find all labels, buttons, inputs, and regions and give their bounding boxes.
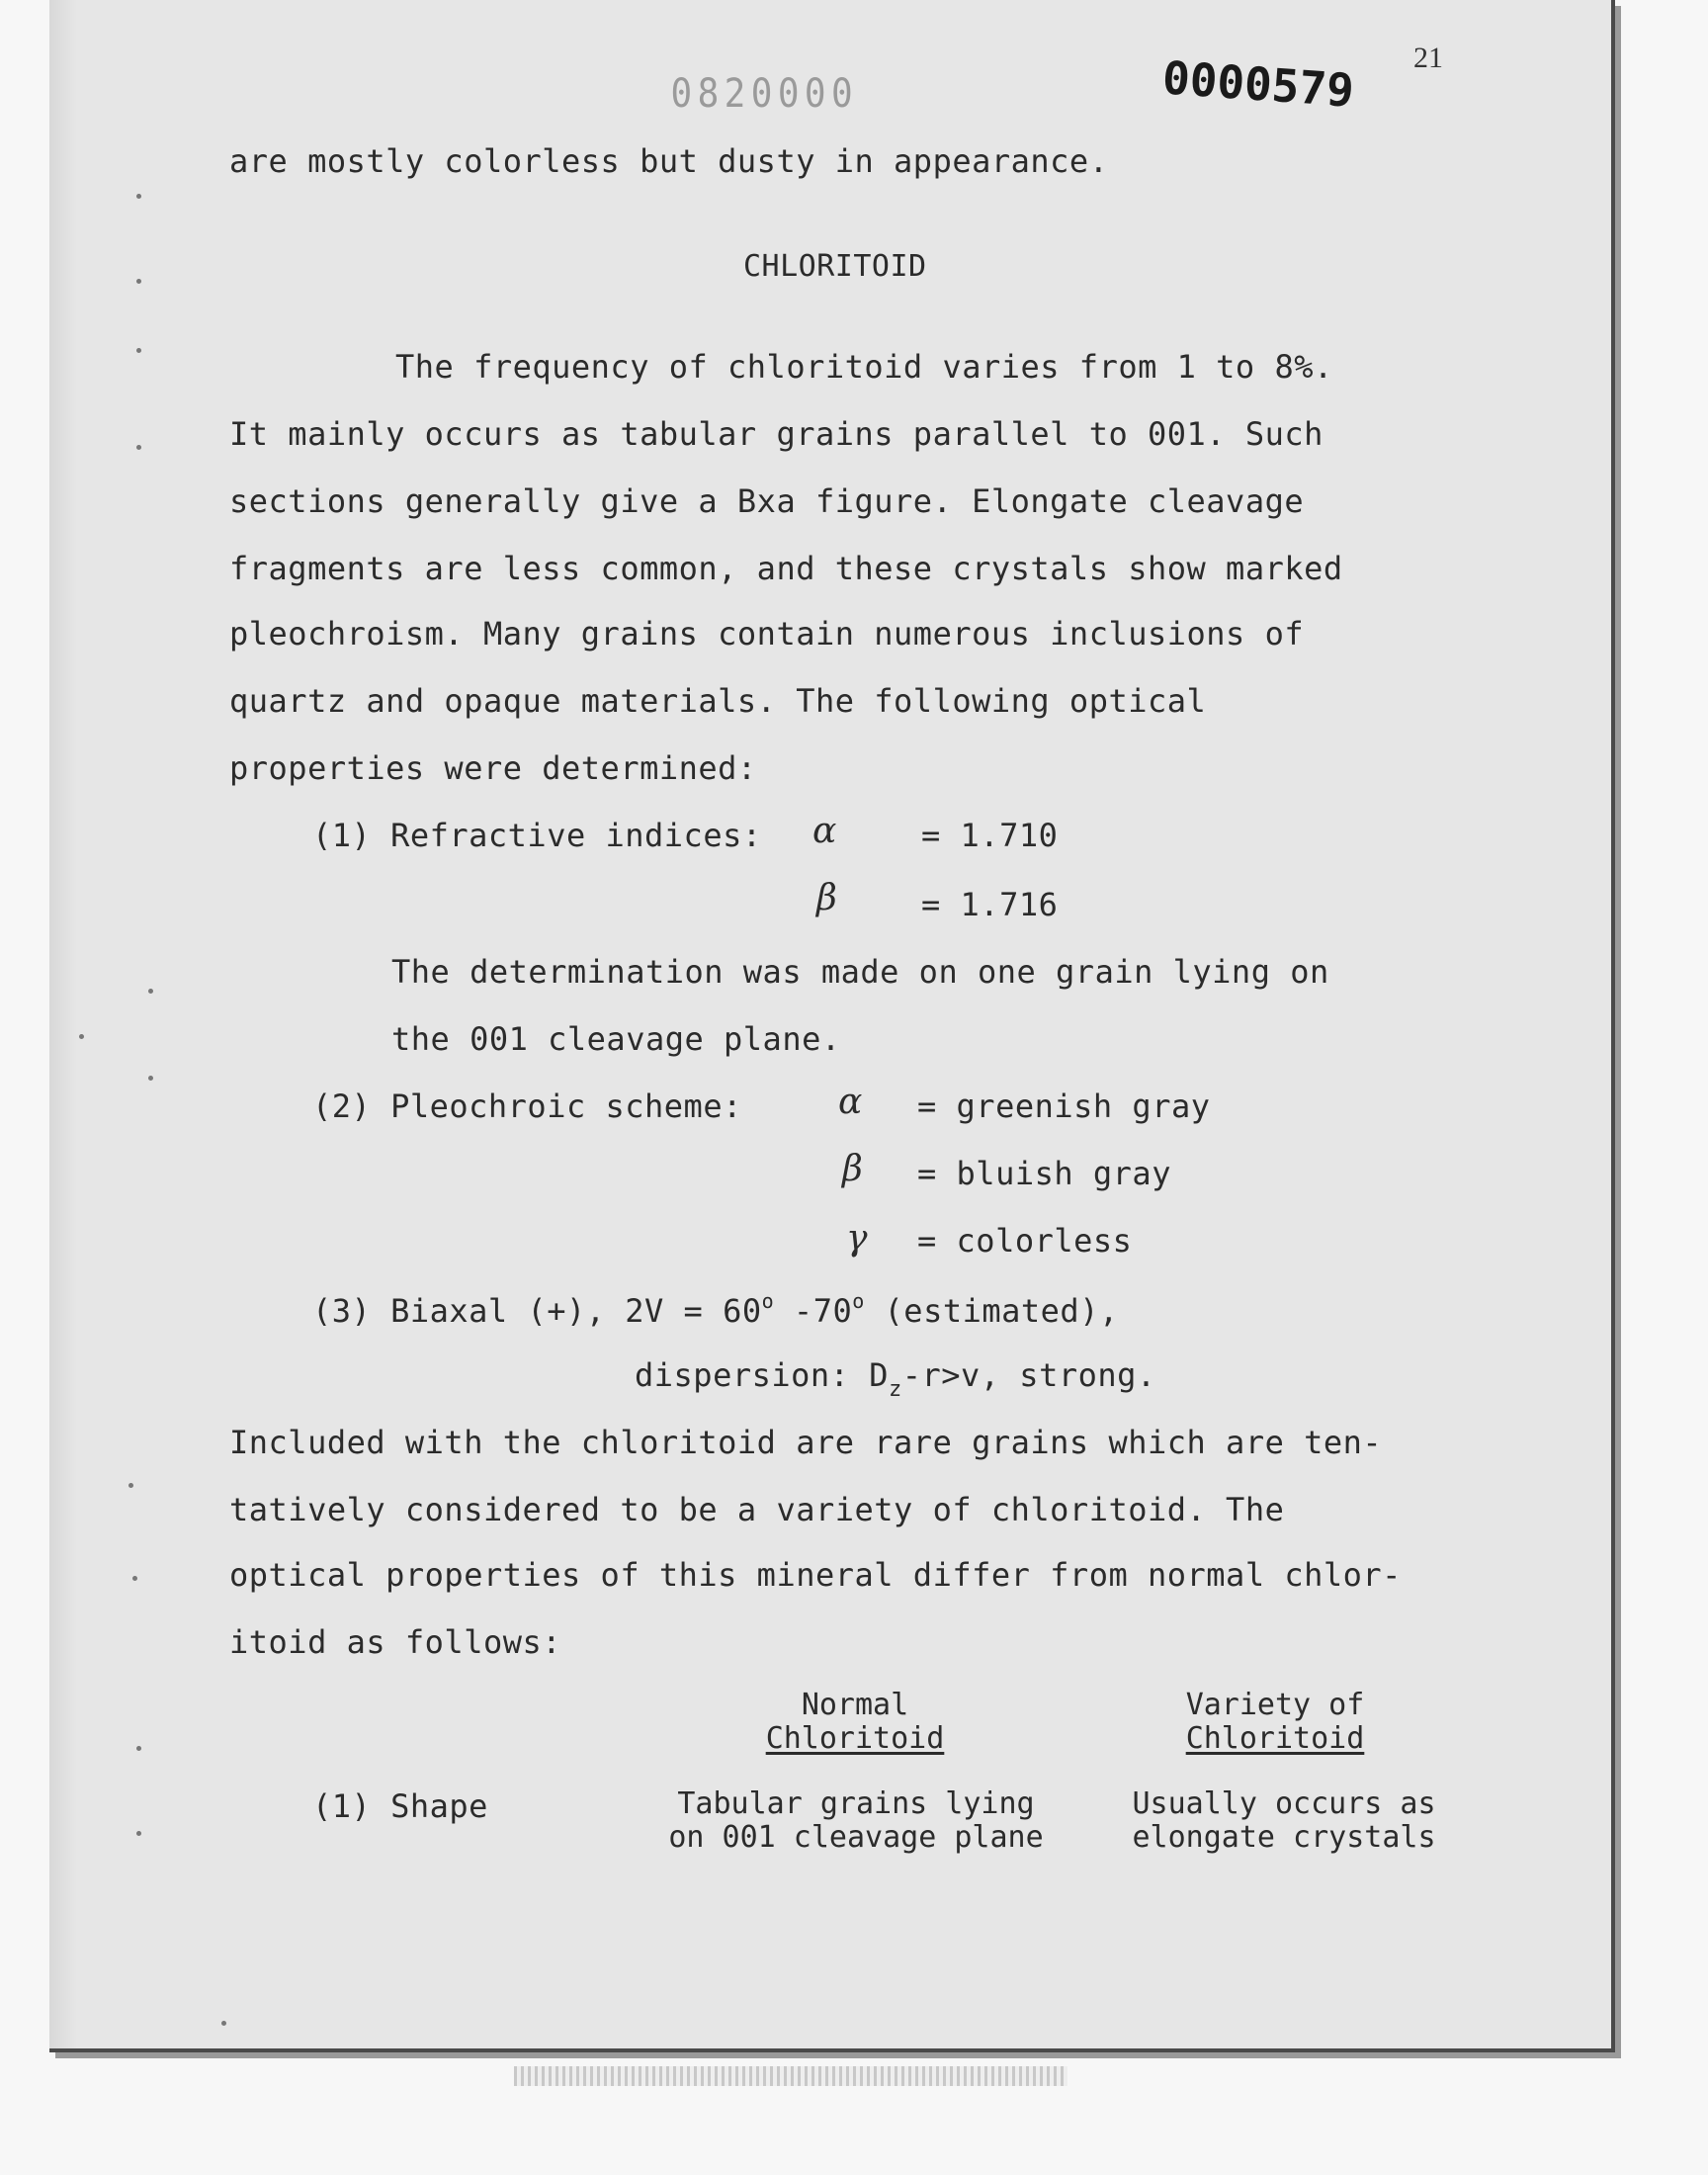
alpha-value: = 1.710 xyxy=(921,817,1059,854)
section-heading: CHLORITOID xyxy=(743,249,927,284)
degree-mark: o xyxy=(852,1289,865,1313)
cell-line: Usually occurs as xyxy=(1132,1786,1436,1821)
paragraph-line: tatively considered to be a variety of chloritoid. The xyxy=(229,1491,1285,1528)
speck xyxy=(132,1576,137,1581)
paragraph-line: It mainly occurs as tabular grains parallel to 001. Such xyxy=(229,415,1324,453)
paragraph-line: pleochroism. Many grains contain numerous inclusions of xyxy=(229,615,1305,652)
beta-symbol: β xyxy=(842,1149,863,1189)
cell-line: on 001 cleavage plane xyxy=(668,1820,1044,1855)
biaxial-prefix: (3) Biaxal (+), 2V = 60 xyxy=(312,1292,762,1330)
biaxial-line xyxy=(312,1289,1119,1330)
degree-mark: o xyxy=(761,1289,775,1313)
refractive-indices-label: (1) Refractive indices: xyxy=(312,817,762,854)
speck xyxy=(148,989,153,994)
dispersion-line xyxy=(635,1356,1156,1402)
alpha-color: = greenish gray xyxy=(917,1088,1211,1125)
archive-stamp-number: 0000579 xyxy=(1160,50,1356,118)
scan-artifact xyxy=(514,2066,1068,2086)
cell-line: Tabular grains lying xyxy=(677,1786,1035,1821)
paragraph-line: The frequency of chloritoid varies from 1 to 8%. xyxy=(395,348,1333,386)
paragraph-line: itoid as follows: xyxy=(229,1623,562,1661)
table-cell-normal xyxy=(648,1787,1064,1855)
alpha-symbol: α xyxy=(812,811,837,851)
paragraph-line: properties were determined: xyxy=(229,749,757,787)
header-line: Chloritoid xyxy=(765,1721,945,1756)
biaxial-suffix: (estimated), xyxy=(864,1292,1119,1330)
header-line: Variety of xyxy=(1185,1688,1365,1722)
alpha-symbol: α xyxy=(838,1082,863,1122)
beta-color: = bluish gray xyxy=(917,1155,1171,1192)
archive-stamp-faint: 0820000 xyxy=(670,71,859,117)
paragraph-line: Included with the chloritoid are rare grains which are ten- xyxy=(229,1424,1383,1461)
speck xyxy=(79,1034,84,1039)
dispersion-suffix: -r>v, strong. xyxy=(901,1356,1156,1394)
biaxial-mid: -70 xyxy=(774,1292,853,1330)
table-header-normal xyxy=(731,1689,979,1756)
speck xyxy=(221,2021,226,2026)
speck xyxy=(136,1831,141,1836)
speck xyxy=(148,1076,153,1081)
speck xyxy=(128,1483,133,1488)
note-line: the 001 cleavage plane. xyxy=(391,1020,841,1058)
paragraph-line: quartz and opaque materials. The following optical xyxy=(229,682,1207,720)
speck xyxy=(136,1746,141,1751)
dispersion-subscript: z xyxy=(888,1377,902,1402)
beta-symbol: β xyxy=(816,878,837,918)
gamma-symbol: γ xyxy=(846,1218,868,1259)
gamma-color: = colorless xyxy=(917,1222,1133,1260)
speck xyxy=(136,194,141,199)
paragraph-line: optical properties of this mineral differ from normal chlor- xyxy=(229,1556,1402,1594)
table-cell-variety xyxy=(1111,1787,1457,1855)
cell-line: elongate crystals xyxy=(1132,1820,1436,1855)
paragraph-line: fragments are less common, and these crystals show marked xyxy=(229,550,1343,587)
note-line: The determination was made on one grain lying on xyxy=(391,953,1329,991)
header-line: Chloritoid xyxy=(1185,1721,1365,1756)
table-row-label: (1) Shape xyxy=(312,1787,488,1825)
body-line: are mostly colorless but dusty in appearance. xyxy=(229,142,1109,180)
speck xyxy=(136,445,141,450)
speck xyxy=(136,348,141,353)
page-number: 21 xyxy=(1413,42,1443,74)
table-header-variety xyxy=(1147,1689,1404,1756)
pleochroic-scheme-label: (2) Pleochroic scheme: xyxy=(312,1088,742,1125)
dispersion-prefix: dispersion: D xyxy=(635,1356,889,1394)
speck xyxy=(136,279,141,284)
paragraph-line: sections generally give a Bxa figure. Elongate cleavage xyxy=(229,482,1305,520)
header-line: Normal xyxy=(801,1688,909,1722)
beta-value: = 1.716 xyxy=(921,886,1059,923)
